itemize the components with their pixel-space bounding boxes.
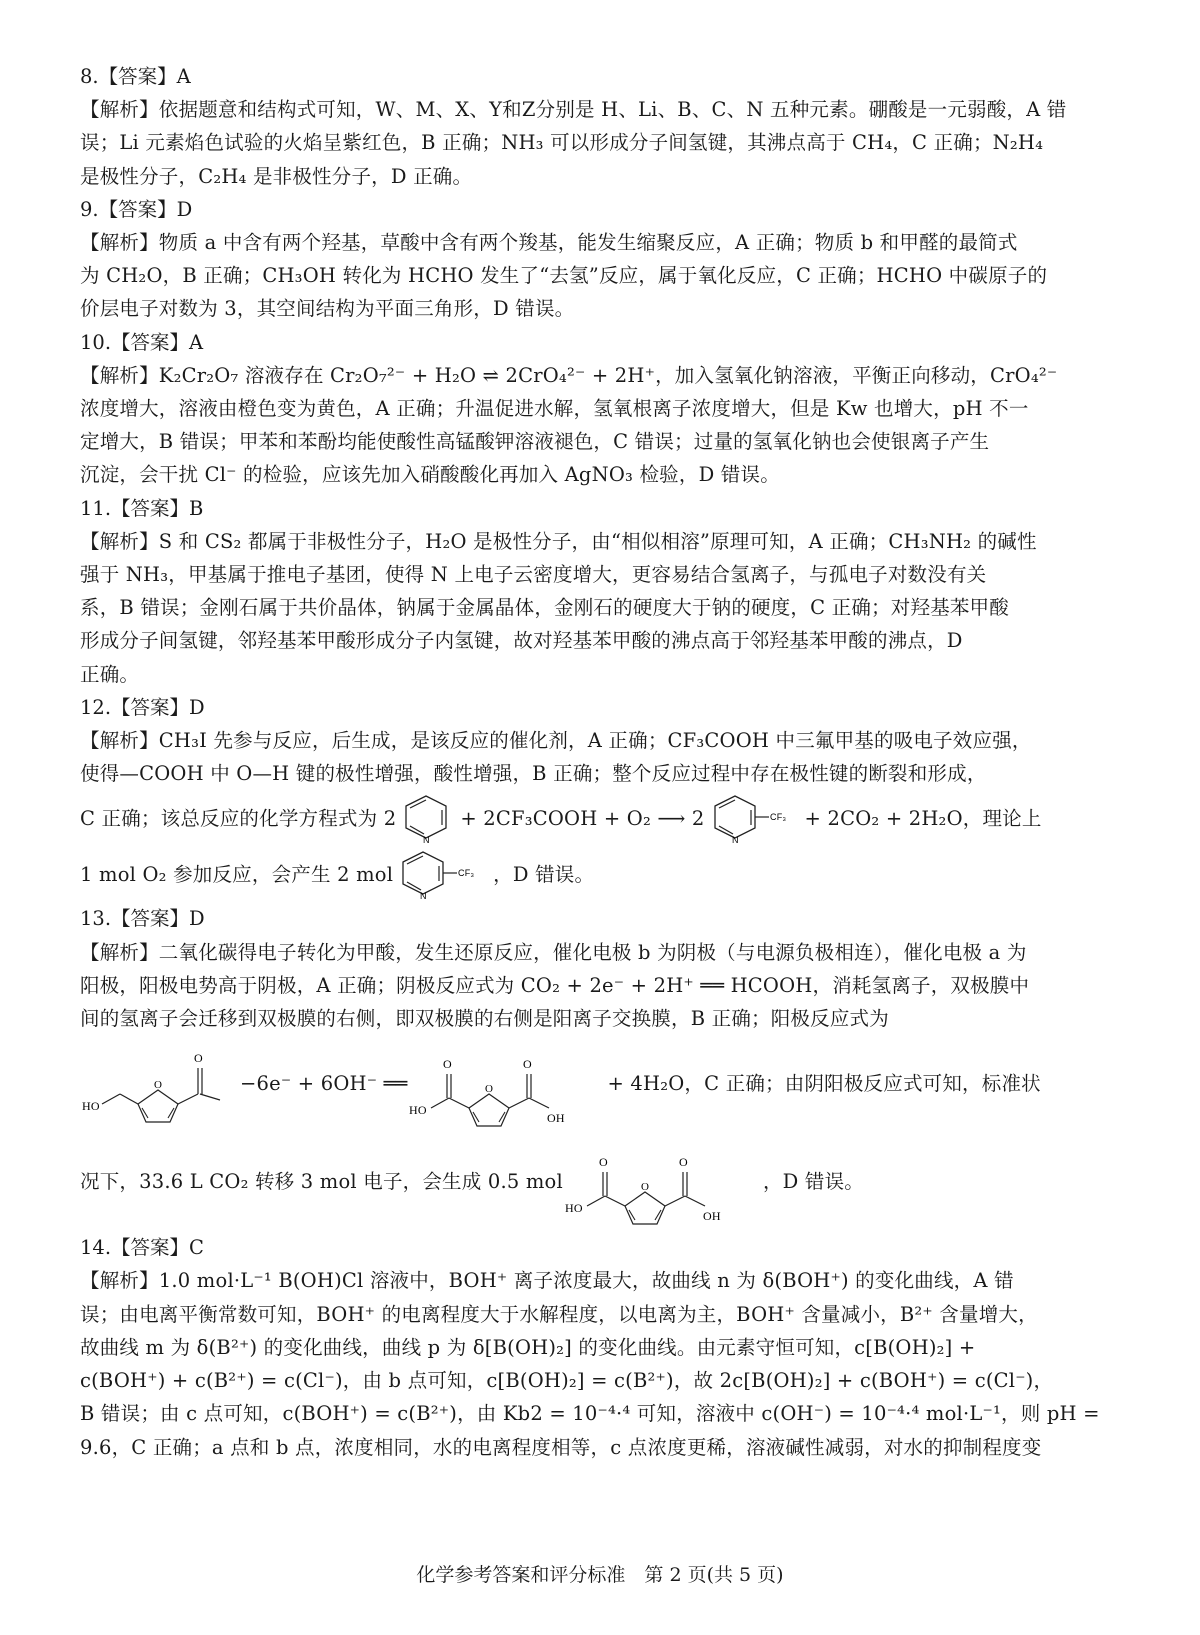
fdca2-ho-label: HO: [564, 1201, 583, 1216]
q8-analysis-line1: 【解析】依据题意和结构式可知，W、M、X、Y和Z分别是 H、Li、B、C、N 五种元素。硼酸是一元弱酸，A 错: [80, 98, 1067, 122]
q9-answer: 9.【答案】D: [80, 197, 193, 221]
fdca-structure: [407, 1038, 607, 1128]
q8-analysis-line3: 是极性分子，C₂H₄ 是非极性分子，D 正确。: [80, 164, 473, 188]
q13-eq-text-b: + 4H₂O，C 正确；由阴阳极反应式可知，标准状: [607, 1071, 1041, 1095]
fdca2-o-label-2: O: [678, 1155, 688, 1170]
q13-analysis-line1: 【解析】二氧化碳得电子转化为甲酸，发生还原反应，催化电极 b 为阴极（与电源负极相连），催化电极 a 为: [80, 940, 1027, 964]
q10-analysis-line1: 【解析】K₂Cr₂O₇ 溶液存在 Cr₂O₇²⁻ + H₂O ⇌ 2CrO₄²⁻ + 2H⁺，加入氢氧化钠溶液，平衡正向移动，CrO₄²⁻: [80, 363, 1058, 387]
cf3-pyridine-2-n-label: N: [420, 891, 427, 901]
q14-analysis-line4: c(BOH⁺) + c(B²⁺) = c(Cl⁻)，由 b 点可知，c[B(OH)₂] = c(B²⁺)，故 2c[B(OH)₂] + c(BOH⁺) = c(Cl⁻)，: [80, 1369, 1054, 1393]
q14-analysis-line3: 故曲线 m 为 δ(B²⁺) 的变化曲线，曲线 p 为 δ[B(OH)₂] 的变化曲线。由元素守恒可知，c[B(OH)₂] +: [80, 1335, 976, 1359]
cf3-pyridine-n-label: N: [731, 835, 739, 845]
fdca2-o-label-1: O: [598, 1155, 608, 1170]
fdca-structure-2: [563, 1136, 763, 1226]
q13-answer: 13.【答案】D: [80, 907, 205, 931]
q12-conc-text-a: 1 mol O₂ 参加反应，会产生 2 mol: [80, 862, 394, 886]
fdca-ho-label: HO: [409, 1103, 428, 1118]
q11-analysis-line1: 【解析】S 和 CS₂ 都属于非极性分子，H₂O 是极性分子，由“相似相溶”原理可知，A 正确；CH₃NH₂ 的碱性: [80, 529, 1037, 553]
fdca-ring-o-label: O: [485, 1083, 494, 1096]
pyridine-structure: [396, 792, 460, 844]
q10-analysis-line3: 定增大，B 错误；甲苯和苯酚均能使酸性高锰酸钾溶液褪色，C 错误；过量的氢氧化钠也会使银离子产生: [80, 430, 990, 454]
document-body: [80, 60, 1120, 1464]
q14-analysis-line5: B 错误；由 c 点可知，c(BOH⁺) = c(B²⁺)，由 Kb2 = 10⁻⁴·⁴ 可知，溶液中 c(OH⁻) = 10⁻⁴·⁴ mol·L⁻¹，则 pH =: [80, 1402, 1100, 1426]
cf3-label: CF₃: [769, 812, 786, 823]
cf3-label-2: CF₃: [458, 868, 475, 879]
fdca2-ring-o-label: O: [640, 1181, 650, 1194]
q13-conc-text-a: 况下，33.6 L CO₂ 转移 3 mol 电子，会生成 0.5 mol: [80, 1169, 563, 1193]
hmf-ring-o-label: O: [154, 1079, 163, 1092]
cf3-pyridine-structure: [705, 792, 805, 844]
q11-analysis-line5: 正确。: [80, 662, 140, 686]
q12-answer: 12.【答案】D: [80, 695, 205, 719]
q13-conclusion-line: [80, 1131, 1120, 1231]
q12-eq-text-c: + 2CO₂ + 2H₂O，理论上: [804, 806, 1042, 830]
q8-answer: 8.【答案】A: [80, 65, 191, 88]
q13-anode-equation: [80, 1035, 1120, 1131]
hmf-structure: [80, 1038, 240, 1128]
cf3-pyridine-structure-2: [393, 848, 493, 900]
q14-analysis-line1: 【解析】1.0 mol·L⁻¹ B(OH)Cl 溶液中，BOH⁺ 离子浓度最大，故曲线 n 为 δ(BOH⁺) 的变化曲线，A 错: [80, 1269, 1014, 1293]
hmf-ho-label: HO: [82, 1099, 100, 1114]
fdca-o-label-1: O: [443, 1057, 453, 1072]
fdca-o-label-2: O: [523, 1057, 533, 1072]
q10-answer: 10.【答案】A: [80, 330, 204, 354]
q12-analysis-line1: 【解析】CH₃I 先参与反应，后生成，是该反应的催化剂，A 正确；CF₃COOH 中三氟甲基的吸电子效应强，: [80, 729, 1032, 753]
q12-equation-line: [80, 790, 1120, 846]
q11-analysis-line3: 系，B 错误；金刚石属于共价晶体，钠属于金属晶体，金刚石的硬度大于钠的硬度，C 正确；对羟基苯甲酸: [80, 596, 1009, 620]
fdca-oh-label: OH: [547, 1111, 566, 1126]
pyridine-n-label: N: [423, 835, 431, 845]
q11-answer: 11.【答案】B: [80, 496, 204, 520]
q11-analysis-line2: 强于 NH₃，甲基属于推电子基团，使得 N 上电子云密度增大，更容易结合氢离子，与孤电子对数没有关: [80, 563, 987, 587]
q13-analysis-line2: 阳极，阳极电势高于阴极，A 正确；阴极反应式为 CO₂ + 2e⁻ + 2H⁺ ══ HCOOH，消耗氢离子，双极膜中: [80, 973, 1030, 997]
q11-analysis-line4: 形成分子间氢键，邻羟基苯甲酸形成分子内氢键，故对羟基苯甲酸的沸点高于邻羟基苯甲酸的沸点，D: [80, 629, 963, 653]
q9-analysis-line2: 为 CH₂O，B 正确；CH₃OH 转化为 HCHO 发生了“去氢”反应，属于氧化反应，C 正确；HCHO 中碳原子的: [80, 264, 1048, 288]
q12-conclusion-line: [80, 846, 1120, 902]
q10-analysis-line4: 沉淀，会干扰 Cl⁻ 的检验，应该先加入硝酸酸化再加入 AgNO₃ 检验，D 错误。: [80, 463, 780, 487]
q12-conc-text-b: ，D 错误。: [493, 862, 595, 886]
q9-analysis-line3: 价层电子对数为 3，其空间结构为平面三角形，D 错误。: [80, 297, 575, 321]
q12-eq-text-b: + 2CF₃COOH + O₂ ⟶ 2: [460, 806, 705, 830]
q12-analysis-line2: 使得—COOH 中 O—H 键的极性增强，酸性增强，B 正确；整个反应过程中存在极性键的断裂和形成，: [80, 762, 987, 786]
q13-eq-text-a: −6e⁻ + 6OH⁻ ══: [240, 1071, 408, 1095]
q14-analysis-line2: 误；由电离平衡常数可知，BOH⁺ 的电离程度大于水解程度，以电离为主，BOH⁺ 含量减小，B²⁺ 含量增大，: [80, 1302, 1038, 1326]
q14-analysis-line6: 9.6，C 正确；a 点和 b 点，浓度相同，水的电离程度相等，c 点浓度更稀，溶液碱性减弱，对水的抑制程度变: [80, 1435, 1042, 1459]
q14-answer: 14.【答案】C: [80, 1236, 204, 1260]
q9-analysis-line1: 【解析】物质 a 中含有两个羟基，草酸中含有两个羧基，能发生缩聚反应，A 正确；物质 b 和甲醛的最简式: [80, 231, 1018, 255]
q13-conc-text-b: ，D 错误。: [762, 1169, 864, 1193]
q13-analysis-line3: 间的氢离子会迁移到双极膜的右侧，即双极膜的右侧是阳离子交换膜，B 正确；阳极反应式为: [80, 1007, 889, 1031]
q8-analysis-line2: 误；Li 元素焰色试验的火焰呈紫红色，B 正确；NH₃ 可以形成分子间氢键，其沸点高于 CH₄，C 正确；N₂H₄: [80, 131, 1044, 155]
fdca2-oh-label: OH: [702, 1209, 721, 1224]
page-footer: 化学参考答案和评分标准 第 2 页(共 5 页): [416, 1564, 784, 1586]
q10-analysis-line2: 浓度增大，溶液由橙色变为黄色，A 正确；升温促进水解，氢氧根离子浓度增大，但是 Kw 也增大，pH 不一: [80, 397, 1029, 421]
q12-eq-text-a: C 正确；该总反应的化学方程式为 2: [80, 806, 397, 830]
hmf-carbonyl-o-label: O: [194, 1051, 203, 1066]
